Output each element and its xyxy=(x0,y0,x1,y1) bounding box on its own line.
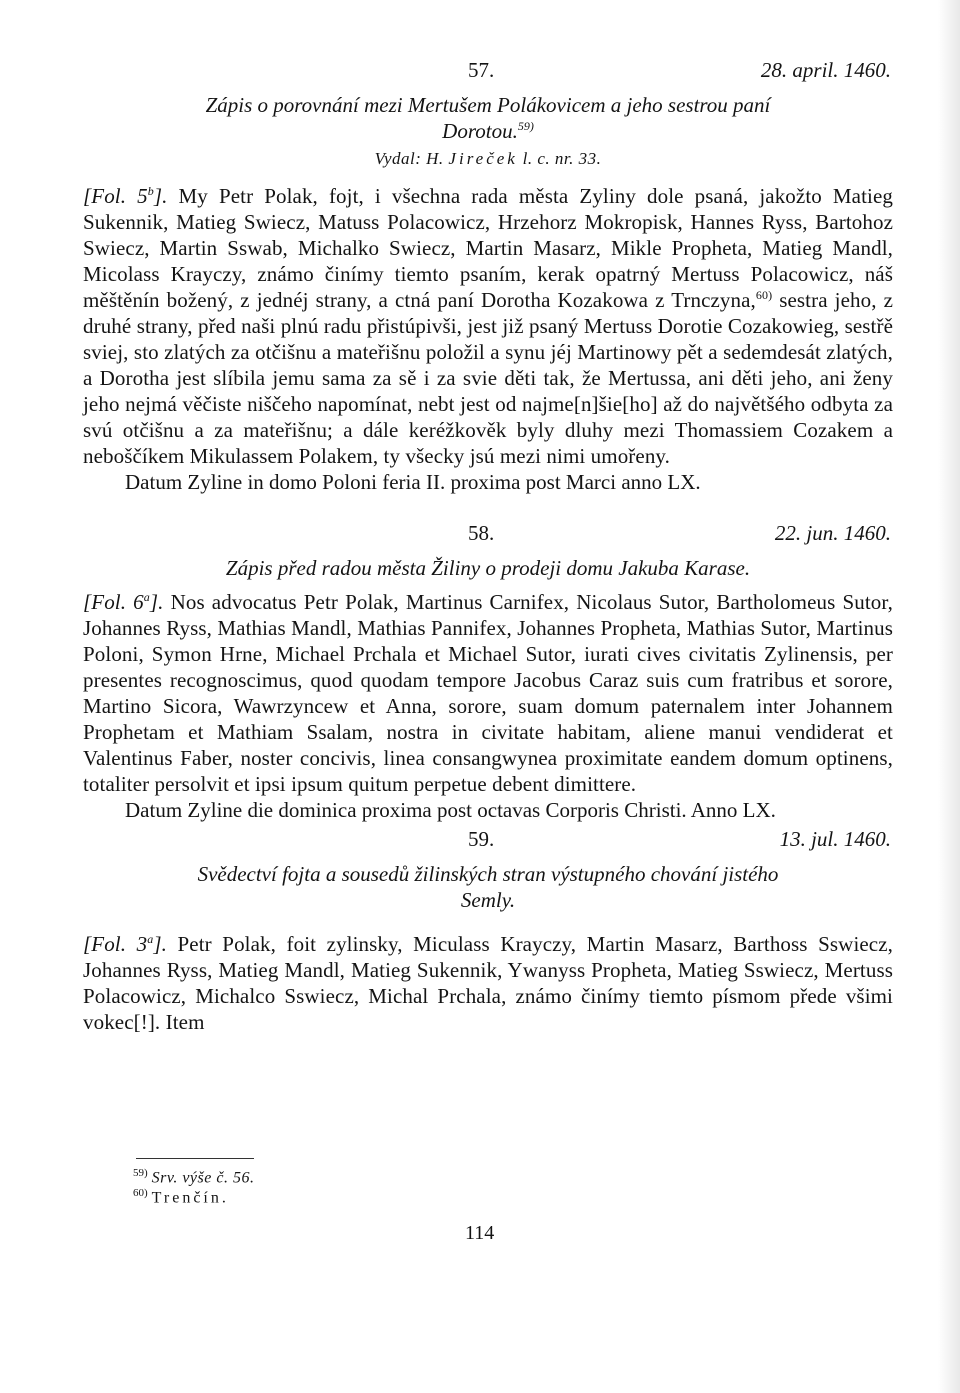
footnote-number: 60) xyxy=(133,1187,148,1199)
entry-text-body: sestra jeho, z druhé strany, před naši plnú radu přistúpivši, jest již psaný Mertuss Dorotie Cozakowieg, sestřě sviej, sto zlatých za otčišnu a mateřišnu položil a synu jéj Martinowy pět a sedemdesát zlatých, a Dorotha jest slíbila jemu sama za sě i za svie děti tak, že Mertussa, ani děti jeho, ani ženy jeho nejmá věčiste niščeho napomínat, nebt jest od najme[n]šie[ho] až do najvětšého odbyta za svú otčišnu a za mateřišnu; a dále keréžkověk byly dluhy mezi Thomassiem Cozakem a neboščíkem Mikulassem Polakem, ty všecky jsú mezi nimi umořeny. xyxy=(83,288,893,468)
entry-header xyxy=(83,827,893,861)
entry-title xyxy=(83,92,893,144)
entry-text-body: Petr Polak, foit zylinsky, Miculass Krayczy, Martin Masarz, Barthoss Sswiecz, Johannes Ryss, Matieg Mandl, Matieg Sukennik, Ywanyss Propheta, Matieg Sswiecz, Mertuss Polacowicz, Michalco Sswiecz, Michal Prchala, známo činímy tiemto písmom přede všimi vokec[!]. Item xyxy=(83,932,893,1034)
entry-date: 22. jun. 1460. xyxy=(774,521,891,545)
entry-text-body: My Petr Polak, fojt, i všechna rada města Zyliny dole psaná, jakožto Matieg Sukennik, Matieg Swiecz, Matuss Polacowicz, Hrzehorz Mokropisk, Hannes Ryss, Bartohoz Swiecz, Martin Sswab, Michalko Swiecz, Martin Masarz, Mikle Propheta, Matieg Mandl, Micolass Krayczy, známo činímy tiemto psaním, kerak opatrný Mertuss Polacowicz, náš měštěnín božený, z jednéj strany, a ctná paní Dorotha Kozakowa z Trnczyna, xyxy=(83,184,893,312)
footnote-ref: 59) xyxy=(517,119,534,133)
footnote-number: 59) xyxy=(133,1167,148,1179)
entry-datum: Datum Zyline in domo Poloni feria II. proxima post Marci anno LX. xyxy=(125,470,701,494)
entry-title xyxy=(83,555,893,581)
entry-number: 58. xyxy=(468,521,495,545)
entry-header xyxy=(83,58,893,92)
entry-number: 59. xyxy=(468,827,495,851)
entry-title-line: Svědectví fojta a sousedů žilinských stran výstupného chování jistého xyxy=(197,862,779,886)
entry-title-line: Zápis o porovnání mezi Mertušem Polákovicem a jeho sestrou paní xyxy=(205,93,771,117)
page-number: 114 xyxy=(465,1222,495,1244)
footnote-text: Srv. výše č. 56. xyxy=(151,1169,255,1187)
entry-text xyxy=(83,183,893,469)
entry-title-line: Zápis před radou města Žiliny o prodeji domu Jakuba Karase. xyxy=(225,556,751,580)
folio-ref: [Fol. 6$^a$]. xyxy=(83,590,164,614)
entry-date: 13. jul. 1460. xyxy=(779,827,891,851)
edition-reference: l. c. nr. 33. xyxy=(522,149,602,168)
edition-note xyxy=(83,149,893,169)
entry-title-line: Semly. xyxy=(460,888,516,912)
entry-title xyxy=(83,861,893,913)
entry-date: 28. april. 1460. xyxy=(760,58,891,82)
page-body xyxy=(83,58,893,1035)
footnote xyxy=(133,1183,229,1208)
entry-datum: Datum Zyline die dominica proxima post octavas Corporis Christi. Anno LX. xyxy=(125,798,776,822)
entry-text-body: Nos advocatus Petr Polak, Martinus Carnifex, Nicolaus Sutor, Bartholomeus Sutor, Johannes Ryss, Mathias Mandl, Mathias Pannifex, Johannes Propheta, Mathias Sutor, Martinus Poloni, Symon Hrne, Michael Prchala et Michael Sutor, iurati cives civitatis Zylinensis, per presentes recognoscimus, quod quodam tempore Jacobus Caraz suis cum fratribus et sorore, Martino Sicora, Wawrzyncew et Anna, sorore, suam domum paternalem inter Johannem Prophetam et Mathiam Ssalam, nostra in civitate habitam, aliene manui vendiderat et Valentinus Faber, noster concivis, linea consangwynea proximitate eandem domum optinens, totaliter persolvit et ipsi ipsum quitum perpetue debent dimittere. xyxy=(83,590,893,796)
entry-text xyxy=(83,931,893,1035)
edition-label: Vydal: H. xyxy=(374,149,444,168)
folio-ref: [Fol. 3$^a$]. xyxy=(83,932,167,956)
footnote-divider xyxy=(136,1158,254,1159)
edition-author: Jireček xyxy=(448,149,518,168)
entry-header xyxy=(83,521,893,555)
entry-text xyxy=(83,589,893,797)
footnote-ref: 60) xyxy=(755,288,773,302)
folio-ref: [Fol. 5$^b$]. xyxy=(83,184,168,208)
footnote-text: Trenčín. xyxy=(151,1189,229,1207)
entry-number: 57. xyxy=(468,58,495,82)
entry-title-line: Dorotou. xyxy=(442,119,518,143)
scan-edge-shadow xyxy=(938,0,960,1393)
